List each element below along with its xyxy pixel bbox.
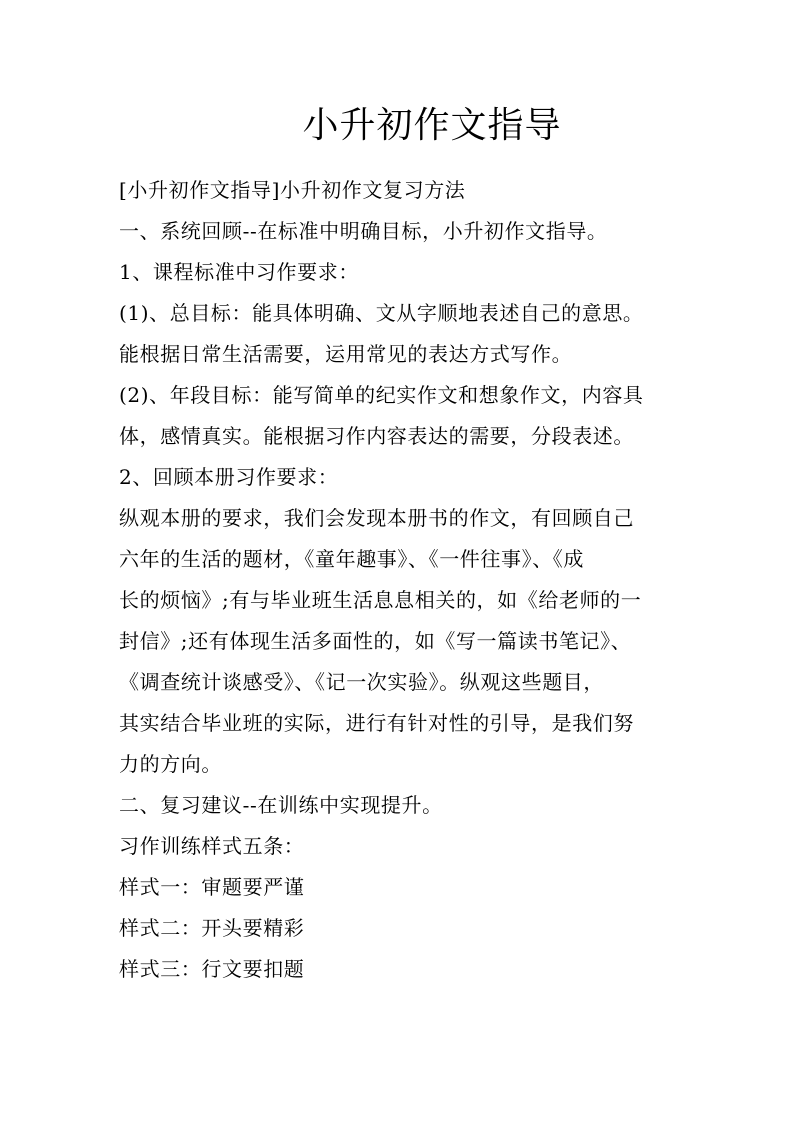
document-body (119, 170, 679, 990)
body-line: 2、回顾本册习作要求： (119, 465, 339, 489)
body-line: 体，感情真实。能根据习作内容表达的需要，分段表述。 (119, 424, 634, 448)
body-line: (1)、总目标：能具体明确、文从字顺地表述自己的意思。 (119, 301, 644, 325)
body-line: (2)、年段目标：能写简单的纪实作文和想象作文，内容具 (119, 383, 644, 407)
body-line: 样式二：开头要精彩 (119, 916, 305, 940)
document-title: 小升初作文指导 (302, 105, 562, 146)
body-line: 能根据日常生活需要，运用常见的表达方式写作。 (119, 342, 573, 366)
body-line: 样式三：行文要扣题 (119, 957, 305, 981)
body-line: 一、系统回顾--在标准中明确目标，小升初作文指导。 (119, 219, 608, 243)
body-line: 1、课程标准中习作要求： (119, 260, 359, 284)
body-line: 《调查统计谈感受》、《记一次实验》。纵观这些题目， (119, 670, 604, 694)
body-line: 其实结合毕业班的实际，进行有针对性的引导，是我们努 (119, 711, 634, 735)
body-line: 二、复习建议--在训练中实现提升。 (119, 793, 443, 817)
body-line: 六年的生活的题材，《童年趣事》、《一件往事》、《成 (119, 547, 584, 571)
body-line: 纵观本册的要求，我们会发现本册书的作文，有回顾自己 (119, 506, 634, 530)
body-line: 习作训练样式五条： (119, 834, 305, 858)
body-line: 封信》;还有体现生活多面性的，如《写一篇读书笔记》、 (119, 629, 632, 653)
body-line: 力的方向。 (119, 752, 222, 776)
body-line: 样式一：审题要严谨 (119, 875, 305, 899)
body-line: [小升初作文指导]小升初作文复习方法 (119, 178, 466, 202)
body-line: 长的烦恼》;有与毕业班生活息息相关的，如《给老师的一 (119, 588, 642, 612)
